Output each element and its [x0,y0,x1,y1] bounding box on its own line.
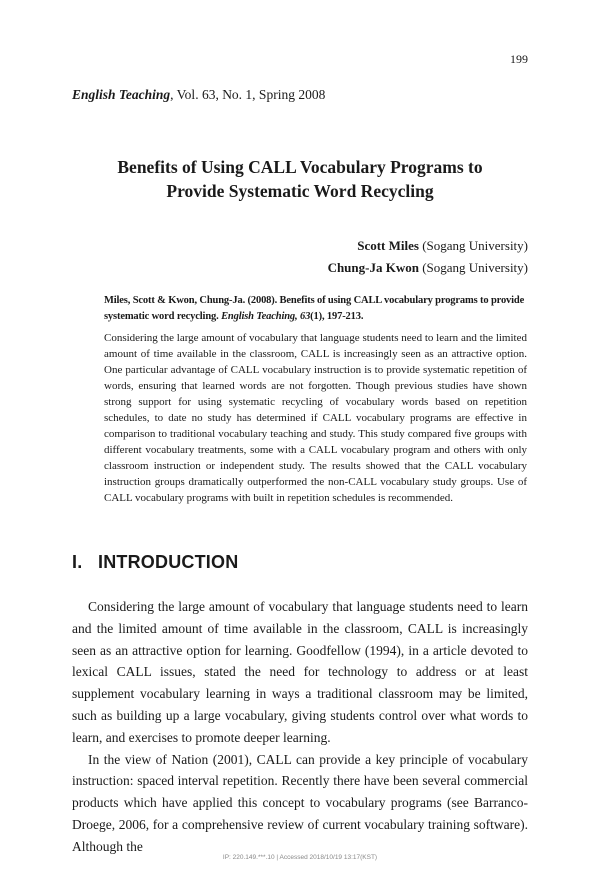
author-2 [328,257,528,279]
abstract-text: Considering the large amount of vocabulary that language students need to learn and the limited amount of time available in the classroom, CALL is increasingly seen as an attractive option. One particular advantage of CALL vocabulary instruction is to provide systematic repetition of words, ensuring that learned words are not forgotten. Though previous studies have shown strong support for using systematic recycling of vocabulary words based on repetition schedules, to date no study has determined if CALL vocabulary programs are effective in comparison to traditional vocabulary teaching and study. This study compared five groups with different vocabulary treatments, some with a CALL vocabulary program and others with only classroom instruction or independent study. The results showed that the CALL vocabulary instruction groups dramatically outperformed the non-CALL vocabulary study groups. Use of CALL vocabulary programs with built in repetition schedules is recommended. [104,332,527,504]
author-block [328,235,528,279]
section-heading [72,552,238,573]
journal-header [72,87,325,103]
author-2-affiliation: (Sogang University) [422,260,528,275]
section-title: INTRODUCTION [98,552,239,572]
citation-volume: , 63 [295,311,311,322]
citation-journal: English Teaching [221,311,296,322]
abstract-block [104,293,527,506]
citation-lead: Miles, Scott & Kwon, Chung-Ja. (2008). Benefits of using CALL vocabulary programs to provide systematic word recycling. [104,295,525,322]
access-footer: IP: 220.149.***.10 | Accessed 2018/10/19 13:17(KST) [222,854,378,861]
journal-name: English Teaching [72,87,171,102]
body-text [72,596,528,858]
author-1 [328,235,528,257]
title-line-2: Provide Systematic Word Recycling [166,181,434,201]
citation-tail: (1), 197-213. [310,311,364,322]
paragraph-1: Considering the large amount of vocabulary that language students need to learn and the limited amount of time available in the classroom, CALL is increasingly seen as an attractive option for learning. Goodfellow (1994), in a article devoted to lexical CALL issues, stated the need for technology to address or at least supplement vocabulary learning in ways a traditional classroom may be limited, such as building up a large vocabulary, giving students control over what words to learn, and exercises to promote deeper learning. [72,599,528,745]
citation [104,293,527,325]
section-number: I. [72,552,83,572]
author-2-name: Chung-Ja Kwon [327,260,419,275]
author-1-affiliation: (Sogang University) [422,238,528,253]
paper-title [72,155,528,203]
page-number: 199 [510,52,528,66]
journal-details: , Vol. 63, No. 1, Spring 2008 [170,87,326,102]
paragraph-2: In the view of Nation (2001), CALL can provide a key principle of vocabulary instruction: spaced interval repetition. Recently there have been several commercial products which have applied this concept to vocabulary programs (see Barranco-Droege, 2006, for a comprehensive review of current vocabulary training software). Although the [72,751,528,854]
title-line-1: Benefits of Using CALL Vocabulary Programs to [117,157,483,177]
author-1-name: Scott Miles [357,238,419,253]
